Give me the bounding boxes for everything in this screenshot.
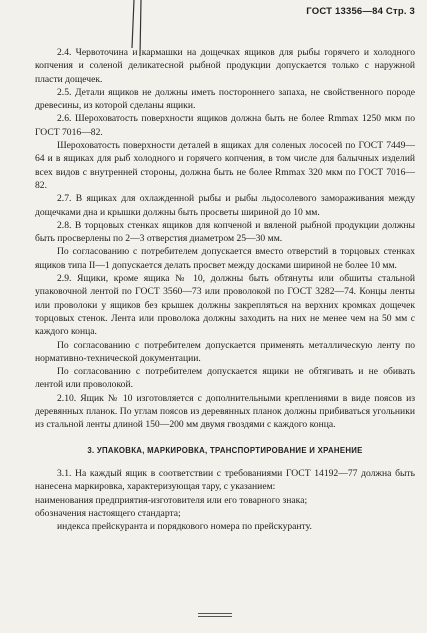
- section-3-title: 3. УПАКОВКА, МАРКИРОВКА, ТРАНСПОРТИРОВАНИЕ И ХРАНЕНИЕ: [87, 445, 363, 455]
- marking-item-standard: обозначения настоящего стандарта;: [35, 507, 181, 519]
- page-header: ГОСТ 13356—84 Стр. 3: [306, 6, 415, 17]
- paragraph-2-6: 2.6. Шероховатость поверхности ящиков должна быть не более Rmmax 1250 мкм по ГОСТ 7016—82.: [35, 113, 415, 138]
- paragraph-2-8: 2.8. В торцовых стенках ящиков для копченой и вяленой рыбной продукции должны быть просверлены по 2—3 отверстия диаметром 25—30 мм.: [35, 219, 415, 245]
- paragraph-3-1: 3.1. На каждый ящик в соответствии с требованиями ГОСТ 14192—77 должна быть нанесена маркировка, характеризующая тару, с указанием:: [35, 467, 415, 493]
- paragraph-2-9-no-tape: По согласованию с потребителем допускается ящики не обтягивать и не обивать лентой или проволокой.: [35, 366, 415, 391]
- marking-item-price-index: индекса прейскуранта и порядкового номера по прейскуранту.: [57, 521, 312, 533]
- document-body: [35, 46, 415, 533]
- paragraph-2-9: 2.9. Ящики, кроме ящика № 10, должны быть обтянуты или обшиты стальной упаковочной лентой по ГОСТ 3560—73 или проволокой по ГОСТ 3282—74. Концы ленты или проволоки у ящиков без крышек должны закрепляться на верхних кромках дощечек торцовых стенок. Лента или проволока должны заходить на них не менее чем на 50 мм с каждого конца.: [35, 273, 415, 338]
- paragraph-2-9-metal-tape: По согласованию с потребителем допускается применять металлическую ленту по нормативно-технической документации.: [35, 339, 415, 364]
- paragraph-2-10: 2.10. Ящик № 10 изготовляется с дополнительными креплениями в виде поясов из деревянных планок. По углам поясов из деревянных планок должны прибиваться угольники из стальной ленты длиной 150—200 мм двумя гвоздями с каждого конца.: [35, 392, 415, 431]
- marking-item-manufacturer: наименования предприятия-изготовителя или его товарного знака;: [35, 494, 308, 506]
- paragraph-2-4: 2.4. Червоточина и кармашки на дощечках ящиков для рыбы горячего и холодного копчения и соленой деликатесной рыбной продукции допускается только с наружной пласти дощечек.: [35, 47, 415, 85]
- footer-rule: [198, 611, 232, 619]
- paragraph-2-8-agreement: По согласованию с потребителем допускается вместо отверстий в торцовых стенках ящиков типа II—1 допускается делать просвет между досками шириной не более 10 мм.: [35, 246, 415, 271]
- paragraph-2-7: 2.7. В ящиках для охлажденной рыбы и рыбы льдосолевого замораживания между дощечками дна и крышки должны быть просветы шириной до 10 мм.: [35, 193, 415, 218]
- paragraph-2-6-roughness: Шероховатость поверхности деталей в ящиках для соленых лососей по ГОСТ 7449—64 и в ящиках для рыб холодного и горячего копчения, в том числе для балычных изделий всех видов с внутренней стороны, должна быть не более Rmmax 320 мкм по ГОСТ 7016—82.: [35, 140, 415, 191]
- paragraph-2-5: 2.5. Детали ящиков не должны иметь постороннего запаха, не свойственного породе древесины, из которой сделаны ящики.: [35, 86, 415, 112]
